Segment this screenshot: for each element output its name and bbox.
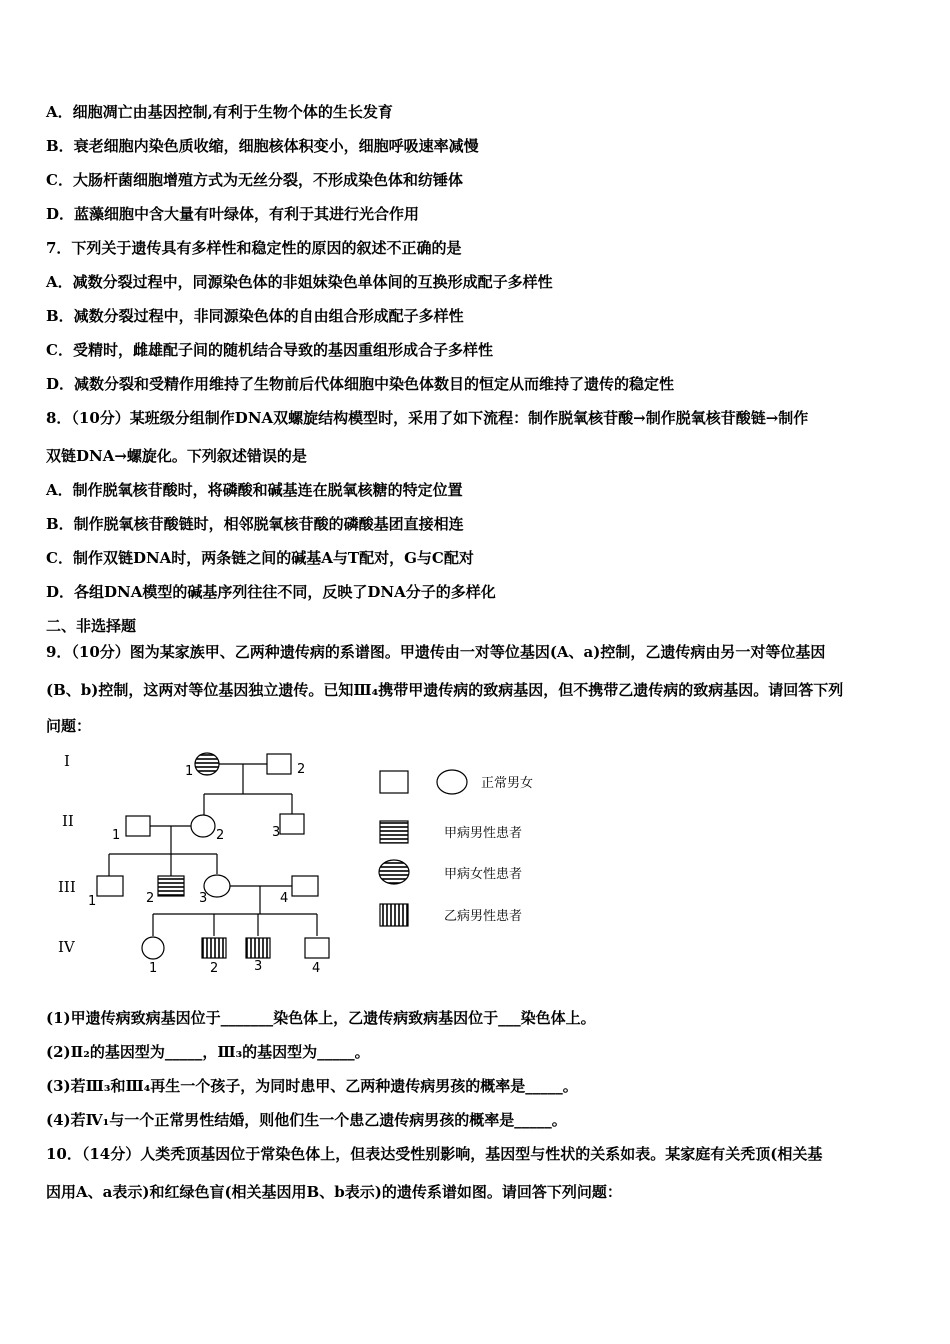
section-heading: 二、非选择题 xyxy=(46,617,137,635)
legend-b-male-symbol xyxy=(380,904,408,926)
q6-option-c: C．大肠杆菌细胞增殖方式为无丝分裂，不形成染色体和纺锤体 xyxy=(46,171,463,189)
q9-sub-2: (2)Ⅱ₂的基因型为_____，Ⅲ₃的基因型为_____。 xyxy=(46,1043,370,1061)
pedigree-ii-2-normal-female xyxy=(191,815,215,837)
q10-stem-line1: 10．（14分）人类秃顶基因位于常染色体上，但表达受性别影响，基因型与性状的关系如表。某家庭有关秃顶(相关基 xyxy=(46,1145,823,1163)
pedigree-figure xyxy=(46,742,556,974)
pedigree-ii-1-normal-male xyxy=(126,816,150,836)
generation-label-iv: IV xyxy=(58,938,75,956)
q8-option-c: C．制作双链DNA时，两条链之间的碱基A与T配对，G与C配对 xyxy=(46,549,474,567)
q8-stem-line2: 双链DNA→螺旋化。下列叙述错误的是 xyxy=(46,447,307,465)
label-iii-4: 4 xyxy=(280,891,289,906)
legend-a-female: 甲病女性患者 xyxy=(444,867,523,882)
generation-label-i: I xyxy=(64,752,70,770)
legend-a-male-symbol xyxy=(380,821,408,843)
legend-normal: 正常男女 xyxy=(481,776,534,791)
q9-sub-4: (4)若Ⅳ₁与一个正常男性结婚，则他们生一个患乙遗传病男孩的概率是_____。 xyxy=(46,1111,567,1129)
q8-option-b: B．制作脱氧核苷酸链时，相邻脱氧核苷酸的磷酸基团直接相连 xyxy=(46,515,464,533)
label-ii-3: 3 xyxy=(272,825,281,840)
label-iv-4: 4 xyxy=(312,961,321,974)
q7-option-d: D．减数分裂和受精作用维持了生物前后代体细胞中染色体数目的恒定从而维持了遗传的稳定性 xyxy=(46,375,675,393)
label-i-2: 2 xyxy=(297,762,306,777)
pedigree-iii-4-normal-male xyxy=(292,876,318,896)
q8-option-a: A．制作脱氧核苷酸时，将磷酸和碱基连在脱氧核糖的特定位置 xyxy=(46,481,463,499)
q6-option-a: A．细胞凋亡由基因控制,有利于生物个体的生长发育 xyxy=(46,103,393,121)
pedigree-iv-4-normal-male xyxy=(305,938,329,958)
legend-b-male: 乙病男性患者 xyxy=(444,909,523,924)
q8-stem-line1: 8．（10分）某班级分组制作DNA双螺旋结构模型时，采用了如下流程：制作脱氧核苷酸→制作脱氧核苷酸链→制作 xyxy=(46,409,809,427)
q9-sub-1: (1)甲遗传病致病基因位于_______染色体上，乙遗传病致病基因位于___染色体上。 xyxy=(46,1009,596,1027)
legend-a-female-symbol xyxy=(379,860,409,884)
legend-normal-male-symbol xyxy=(380,771,408,793)
q10-stem-line2: 因用A、a表示)和红绿色盲(相关基因用B、b表示)的遗传系谱如图。请回答下列问题： xyxy=(46,1183,622,1201)
pedigree-iv-1-normal-female xyxy=(142,937,164,959)
pedigree-i-2-normal-male xyxy=(267,754,291,774)
q7-stem: 7．下列关于遗传具有多样性和稳定性的原因的叙述不正确的是 xyxy=(46,239,462,257)
q7-option-b: B．减数分裂过程中，非同源染色体的自由组合形成配子多样性 xyxy=(46,307,464,325)
q7-option-c: C．受精时，雌雄配子间的随机结合导致的基因重组形成合子多样性 xyxy=(46,341,493,359)
pedigree-iii-3-normal-female xyxy=(204,875,230,897)
pedigree-iii-1-normal-male xyxy=(97,876,123,896)
label-iv-2: 2 xyxy=(210,961,219,974)
pedigree-i-1-affected-female xyxy=(195,753,219,775)
q9-sub-3: (3)若Ⅲ₃和Ⅲ₄再生一个孩子，为同时患甲、乙两种遗传病男孩的概率是_____。 xyxy=(46,1077,578,1095)
pedigree-ii-3-normal-male xyxy=(280,814,304,834)
pedigree-iv-2-affected-male-b xyxy=(202,938,226,958)
label-iv-1: 1 xyxy=(149,961,158,974)
label-ii-1: 1 xyxy=(112,828,121,843)
generation-label-ii: II xyxy=(62,812,74,830)
q7-option-a: A．减数分裂过程中，同源染色体的非姐妹染色单体间的互换形成配子多样性 xyxy=(46,273,553,291)
q9-stem-line2: (B、b)控制，这两对等位基因独立遗传。已知Ⅲ₄携带甲遗传病的致病基因，但不携带乙遗传病的致病基因。请回答下列 xyxy=(46,681,844,699)
label-i-1: 1 xyxy=(185,764,194,779)
label-iv-3: 3 xyxy=(254,959,263,974)
q9-stem-line1: 9．（10分）图为某家族甲、乙两种遗传病的系谱图。甲遗传由一对等位基因(A、a)控制，乙遗传病由另一对等位基因 xyxy=(46,643,826,661)
generation-label-iii: III xyxy=(58,878,76,896)
label-iii-3: 3 xyxy=(199,891,208,906)
q6-option-d: D．蓝藻细胞中含大量有叶绿体，有利于其进行光合作用 xyxy=(46,205,420,223)
label-iii-1: 1 xyxy=(88,894,97,909)
label-ii-2: 2 xyxy=(216,828,225,843)
q8-option-d: D．各组DNA模型的碱基序列往往不同，反映了DNA分子的多样化 xyxy=(46,583,496,601)
legend-a-male: 甲病男性患者 xyxy=(444,826,523,841)
pedigree-iv-3-affected-male-b xyxy=(246,938,270,958)
q6-option-b: B．衰老细胞内染色质收缩，细胞核体积变小，细胞呼吸速率减慢 xyxy=(46,137,479,155)
q9-stem-line3: 问题： xyxy=(46,717,92,735)
legend-normal-female-symbol xyxy=(437,770,467,794)
label-iii-2: 2 xyxy=(146,891,155,906)
pedigree-iii-2-affected-male xyxy=(158,876,184,896)
